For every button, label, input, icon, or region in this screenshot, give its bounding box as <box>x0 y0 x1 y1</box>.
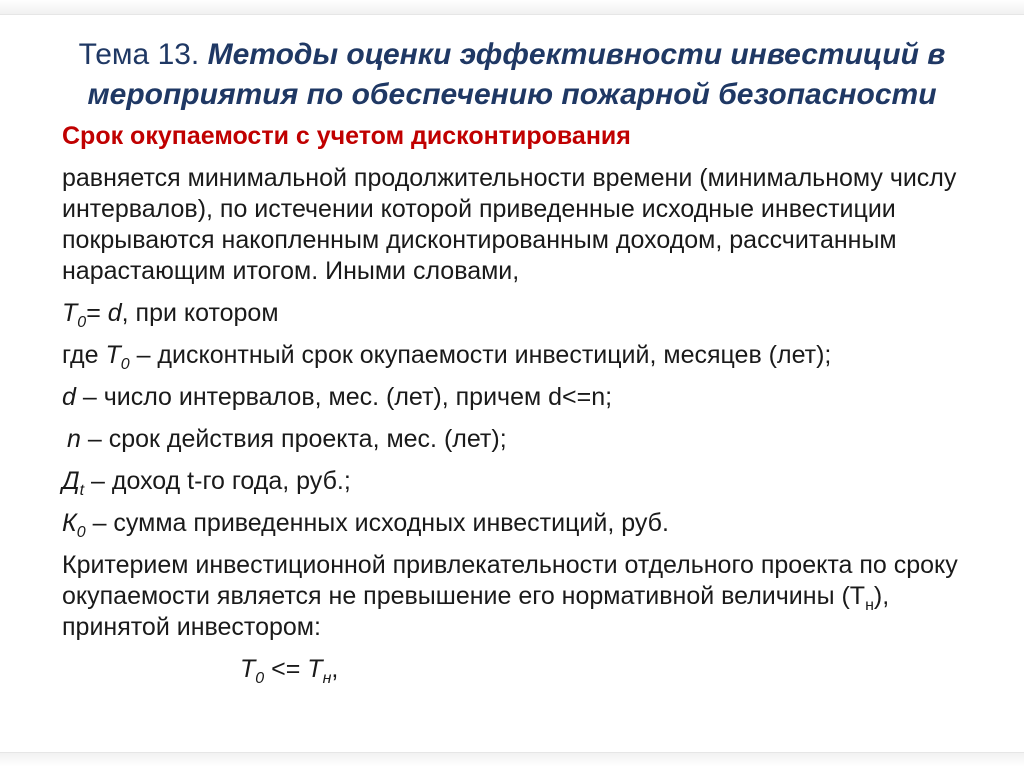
dt-text: – доход t-го года, руб.; <box>84 467 351 495</box>
criterion-text: Критерием инвестиционной привлекательности отдельного проекта по сроку окупаемости является не превышение его нормативной величины (Т <box>62 551 958 610</box>
k0-var: К <box>62 509 77 537</box>
slide-body <box>62 121 992 696</box>
line-dt <box>62 466 992 497</box>
line-where-t0 <box>62 340 992 371</box>
n-var: n <box>67 425 81 453</box>
criterion-paragraph <box>62 550 992 643</box>
title-line-2: мероприятия по обеспечению пожарной безопасности <box>87 78 937 111</box>
d-text: – число интервалов, мес. (лет), причем d<=n; <box>75 383 613 411</box>
formula-lhs: T <box>240 655 256 683</box>
k0-var-sub: 0 <box>76 524 86 541</box>
formula <box>62 654 992 685</box>
formula-tail: , <box>331 655 339 683</box>
var-d: d <box>107 299 122 327</box>
where-text: – дисконтный срок окупаемости инвестиций, месяцев (лет); <box>129 341 832 369</box>
formula-lhs-sub: 0 <box>255 670 265 687</box>
var-t-sub: 0 <box>77 314 87 331</box>
var-t: T <box>62 299 78 327</box>
formula-op: <= <box>264 655 308 683</box>
line-d <box>62 382 992 413</box>
formula-rhs-sub: н <box>322 670 332 687</box>
slide-title <box>40 35 984 115</box>
dt-var-sub: t <box>79 482 85 499</box>
where-var-sub: 0 <box>120 356 130 373</box>
title-prefix: Тема 13. <box>78 38 200 71</box>
section-heading: Срок окупаемости с учетом дисконтирования <box>62 122 631 150</box>
formula-rhs: T <box>307 655 323 683</box>
t0-rest: , при котором <box>121 299 279 327</box>
definition-paragraph: равняется минимальной продолжительности времени (минимальному числу интервалов), по истечении которой приведенные исходные инвестиции покрываются накопленным дисконтированным доходом, рассчитанным нарастающим итогом. Иными словами, <box>62 164 957 285</box>
t0-eq: = <box>86 299 108 327</box>
where-var: T <box>105 341 121 369</box>
line-n <box>62 424 992 455</box>
k0-text: – сумма приведенных исходных инвестиций, руб. <box>85 509 669 537</box>
criterion-tail: ), принятой инвестором: <box>62 582 890 641</box>
line-k0 <box>62 508 992 539</box>
title-line-1: Методы оценки эффективности инвестиций в <box>207 38 946 71</box>
d-var: d <box>62 383 76 411</box>
slide-bottom-border <box>0 752 1024 767</box>
where-lead: где <box>62 341 106 369</box>
criterion-sub: н <box>865 597 874 614</box>
slide-top-border <box>0 0 1024 15</box>
dt-var: Д <box>62 467 80 495</box>
line-t0 <box>62 298 992 329</box>
n-text: – срок действия проекта, мес. (лет); <box>80 425 507 453</box>
